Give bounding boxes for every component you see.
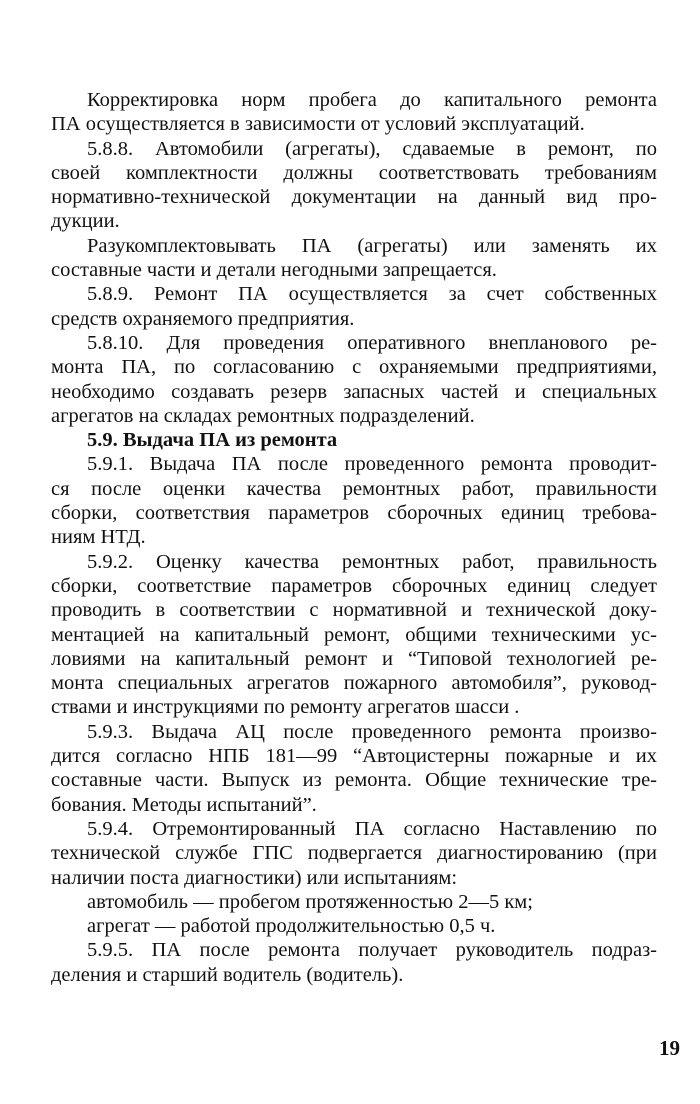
text-line: 5.8.10. Для проведения оперативного внепланового ре- bbox=[87, 331, 657, 354]
text-line: своей комплектности должны соответствовать требованиям bbox=[51, 161, 657, 184]
text-line: агрегат — работой продолжительностью 0,5 ч. bbox=[87, 915, 496, 938]
text-line: дукции. bbox=[51, 210, 120, 233]
text-line: ниям НТД. bbox=[51, 526, 146, 549]
text-line: ствами и инструкциями по ремонту агрегатов шасси . bbox=[51, 696, 520, 719]
text-line: проводить в соответствии с нормативной и технической доку- bbox=[51, 599, 657, 622]
text-line: монта ПА, по согласованию с охраняемыми предприятиями, bbox=[51, 356, 657, 379]
text-line: составные части. Выпуск из ремонта. Общие технические тре- bbox=[51, 769, 657, 792]
text-line: деления и старший водитель (водитель). bbox=[51, 963, 404, 986]
text-line: наличии поста диагностики) или испытаниям: bbox=[51, 866, 458, 889]
text-line: нормативно-технической документации на данный вид про- bbox=[51, 186, 657, 209]
section-heading: 5.9. Выдача ПА из ремонта bbox=[87, 429, 338, 452]
text-line: необходимо создавать резерв запасных частей и специальных bbox=[51, 380, 657, 403]
document-page bbox=[51, 88, 657, 987]
text-line: сборки, соответствие параметров сборочных единиц следует bbox=[51, 574, 657, 597]
text-line: 5.9.4. Отремонтированный ПА согласно Наставлению по bbox=[87, 817, 657, 840]
text-line: ПА осуществляется в зависимости от условий эксплуатаций. bbox=[51, 113, 585, 136]
text-line: 5.8.9. Ремонт ПА осуществляется за счет собственных bbox=[87, 283, 657, 306]
text-line: составные части и детали негодными запрещается. bbox=[51, 259, 497, 282]
text-line: сборки, соответствия параметров сборочных единиц требова- bbox=[51, 502, 657, 525]
text-line: бования. Методы испытаний”. bbox=[51, 793, 317, 816]
text-line: 5.9.1. Выдача ПА после проведенного ремонта проводит- bbox=[87, 453, 657, 476]
text-line: монта специальных агрегатов пожарного автомобиля”, руковод- bbox=[51, 672, 657, 695]
text-line: средств охраняемого предприятия. bbox=[51, 307, 355, 330]
text-line: ся после оценки качества ремонтных работ, правильности bbox=[51, 477, 657, 500]
text-line: ловиями на капитальный ремонт и “Типовой технологией ре- bbox=[51, 647, 657, 670]
text-line: 5.9.3. Выдача АЦ после проведенного ремонта произво- bbox=[87, 720, 657, 743]
text-line: ментацией на капитальный ремонт, общими техническими ус- bbox=[51, 623, 657, 646]
text-line: Разукомплектовывать ПА (агрегаты) или заменять их bbox=[87, 234, 657, 257]
text-line: Корректировка норм пробега до капитального ремонта bbox=[87, 89, 657, 111]
page-number: 19 bbox=[659, 1036, 680, 1060]
text-line: 5.9.2. Оценку качества ремонтных работ, правильность bbox=[87, 550, 657, 573]
text-line: автомобиль — пробегом протяженностью 2—5 км; bbox=[87, 890, 533, 913]
text-line: технической службе ГПС подвергается диагностированию (при bbox=[51, 842, 657, 865]
text-line: 5.8.8. Автомобили (агрегаты), сдаваемые в ремонт, по bbox=[87, 137, 657, 160]
text-line: агрегатов на складах ремонтных подразделений. bbox=[51, 404, 475, 427]
text-line: дится согласно НПБ 181—99 “Автоцистерны пожарные и их bbox=[51, 745, 657, 768]
text-line: 5.9.5. ПА после ремонта получает руководитель подраз- bbox=[87, 939, 657, 962]
